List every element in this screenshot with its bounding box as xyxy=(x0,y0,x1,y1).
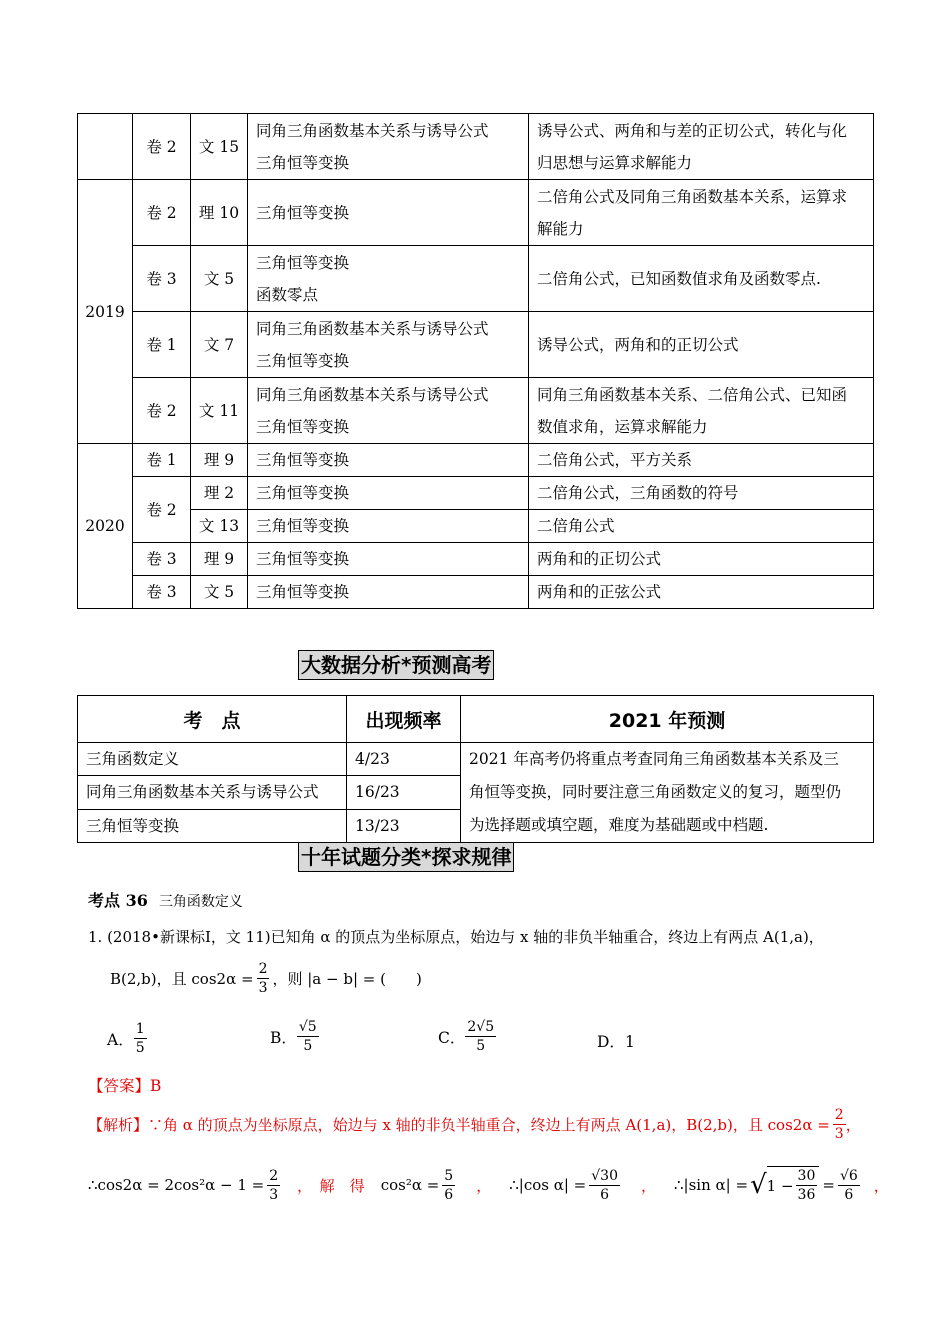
section-heading xyxy=(88,888,243,911)
section-banner-classification: 十年试题分类*探求规律 xyxy=(298,842,514,872)
option-a[interactable]: A． $\frac{1}{5}$ xyxy=(107,1021,145,1056)
section-label: 考点 36 xyxy=(88,891,148,910)
math-expression: ∴|cos α| = xyxy=(509,1176,587,1194)
question-line-1: 1. (2018•新课标Ⅰ，文 11)已知角 α 的顶点为坐标原点，始边与 x 轴的非负半轴重合，终边上有两点 A(1,a)， xyxy=(88,928,824,946)
note-cell: 诱导公式、两角和与差的正切公式，转化与化 归思想与运算求解能力 xyxy=(529,114,874,180)
table-row xyxy=(78,743,874,776)
topic-cell: 三角恒等变换 xyxy=(248,510,529,543)
table-row xyxy=(78,477,874,510)
note-cell: 二倍角公式及同角三角函数基本关系，运算求 解能力 xyxy=(529,180,874,246)
separator: ， xyxy=(476,1176,492,1195)
year-cell: 2019 xyxy=(78,180,133,444)
question-text: B(2,b)，且 cos2α = xyxy=(110,970,254,988)
number-cell: 文 5 xyxy=(191,576,248,609)
table-row xyxy=(78,444,874,477)
point-cell: 三角恒等变换 xyxy=(78,809,347,842)
note-cell: 二倍角公式，三角函数的符号 xyxy=(529,477,874,510)
question-text: ，则 |a − b| = ( ) xyxy=(272,970,422,988)
topic-cell: 同角三角函数基本关系与诱导公式 三角恒等变换 xyxy=(248,114,529,180)
number-cell: 文 7 xyxy=(191,312,248,378)
separator: ， xyxy=(845,1116,861,1134)
fraction: $\frac{5}{6}$ xyxy=(444,1167,454,1203)
number-cell: 文 5 xyxy=(191,246,248,312)
analysis-text: ， 解 得 xyxy=(297,1176,365,1195)
fraction: $\frac{30}{36}$ xyxy=(797,1168,816,1203)
option-b[interactable]: B． $\frac{√5}{5}$ xyxy=(270,1019,317,1054)
number-cell: 文 13 xyxy=(191,510,248,543)
fraction: $\frac{√5}{5}$ xyxy=(298,1019,317,1054)
option-c[interactable]: C． $\frac{2√5}{5}$ xyxy=(438,1019,495,1054)
juan-cell: 卷 1 xyxy=(133,444,191,477)
note-cell: 两角和的正弦公式 xyxy=(529,576,874,609)
year-cell xyxy=(78,114,133,180)
note-cell: 二倍角公式，已知函数值求角及函数零点. xyxy=(529,246,874,312)
table-row xyxy=(78,378,874,444)
frequency-cell: 4/23 xyxy=(347,743,461,776)
topic-cell: 同角三角函数基本关系与诱导公式 三角恒等变换 xyxy=(248,312,529,378)
topic-cell: 三角恒等变换 函数零点 xyxy=(248,246,529,312)
analysis-line-2: ∴cos2α = 2cos²α − 1 = $\frac{2}{3}$ ， 解 得 cos²α = $\frac{5}{6}$ ， ∴|cos α| = $\frac{√30}{6}$ ， ∴|sin α| = √ 1 − $\frac{30}{36}$ = $\frac{√6}{6}$ ， xyxy=(88,1167,889,1203)
table-row xyxy=(78,312,874,378)
separator: ， xyxy=(641,1176,657,1195)
table-row xyxy=(78,510,874,543)
section-banner-prediction: 大数据分析*预测高考 xyxy=(298,650,494,680)
fraction: $\frac{2}{3}$ xyxy=(834,1107,844,1142)
topic-cell: 三角恒等变换 xyxy=(248,477,529,510)
separator: ， xyxy=(873,1176,889,1195)
option-d[interactable]: D．1 xyxy=(597,1033,635,1051)
number-cell: 理 9 xyxy=(191,444,248,477)
fraction: $\frac{√6}{6}$ xyxy=(839,1167,858,1203)
juan-cell: 卷 3 xyxy=(133,246,191,312)
number-cell: 理 2 xyxy=(191,477,248,510)
table-row xyxy=(78,180,874,246)
exam-history-table xyxy=(77,113,874,609)
prediction-cell: 2021 年高考仍将重点考查同角三角函数基本关系及三 角恒等变换，同时要注意三角函数定义的复习，题型仍 为选择题或填空题，难度为基础题或中档题. xyxy=(461,743,874,843)
number-cell: 文 11 xyxy=(191,378,248,444)
sqrt-expression: 1 − $\frac{30}{36}$ xyxy=(767,1166,820,1204)
analysis-text: ∵角 α 的顶点为坐标原点，始边与 x 轴的非负半轴重合，终边上有两点 A(1,a)，B(2,b)，且 cos2α = xyxy=(148,1116,830,1134)
analysis-line-1 xyxy=(88,1106,861,1143)
topic-cell: 三角恒等变换 xyxy=(248,180,529,246)
juan-cell: 卷 2 xyxy=(133,114,191,180)
juan-cell: 卷 2 xyxy=(133,477,191,543)
table-row xyxy=(78,576,874,609)
note-cell: 二倍角公式 xyxy=(529,510,874,543)
note-cell: 两角和的正切公式 xyxy=(529,543,874,576)
juan-cell: 卷 2 xyxy=(133,378,191,444)
note-cell: 诱导公式，两角和的正切公式 xyxy=(529,312,874,378)
point-cell: 三角函数定义 xyxy=(78,743,347,776)
juan-cell: 卷 3 xyxy=(133,543,191,576)
math-expression: cos²α = xyxy=(380,1176,440,1194)
fraction: $\frac{2√5}{5}$ xyxy=(467,1019,495,1054)
number-cell: 文 15 xyxy=(191,114,248,180)
topic-cell: 三角恒等变换 xyxy=(248,576,529,609)
topic-cell: 三角恒等变换 xyxy=(248,444,529,477)
table-header-row xyxy=(78,696,874,743)
table-row xyxy=(78,246,874,312)
table-row xyxy=(78,114,874,180)
fraction: $\frac{1}{5}$ xyxy=(135,1021,145,1056)
math-expression: ∴|sin α| = xyxy=(674,1176,749,1194)
analysis-label: 【解析】 xyxy=(88,1116,149,1134)
fraction: $\frac{2}{3}$ xyxy=(269,1167,279,1203)
topic-cell: 同角三角函数基本关系与诱导公式 三角恒等变换 xyxy=(248,378,529,444)
column-header: 考 点 xyxy=(78,696,347,743)
frequency-cell: 13/23 xyxy=(347,809,461,842)
fraction: $\frac{2}{3}$ xyxy=(258,961,268,996)
point-cell: 同角三角函数基本关系与诱导公式 xyxy=(78,776,347,809)
note-cell: 二倍角公式，平方关系 xyxy=(529,444,874,477)
juan-cell: 卷 3 xyxy=(133,576,191,609)
number-cell: 理 10 xyxy=(191,180,248,246)
juan-cell: 卷 2 xyxy=(133,180,191,246)
topic-cell: 三角恒等变换 xyxy=(248,543,529,576)
note-cell: 同角三角函数基本关系、二倍角公式、已知函 数值求角，运算求解能力 xyxy=(529,378,874,444)
math-expression: ∴cos2α = 2cos²α − 1 = xyxy=(88,1176,265,1194)
number-cell: 理 9 xyxy=(191,543,248,576)
question-line-2 xyxy=(110,960,422,997)
juan-cell: 卷 1 xyxy=(133,312,191,378)
fraction: $\frac{√30}{6}$ xyxy=(591,1167,618,1203)
section-title: 三角函数定义 xyxy=(158,894,243,910)
frequency-cell: 16/23 xyxy=(347,776,461,809)
table-row xyxy=(78,543,874,576)
year-cell: 2020 xyxy=(78,444,133,609)
column-header: 出现频率 xyxy=(347,696,461,743)
answer-text: 【答案】B xyxy=(88,1077,162,1095)
column-header: 2021 年预测 xyxy=(461,696,874,743)
prediction-table xyxy=(77,695,874,843)
